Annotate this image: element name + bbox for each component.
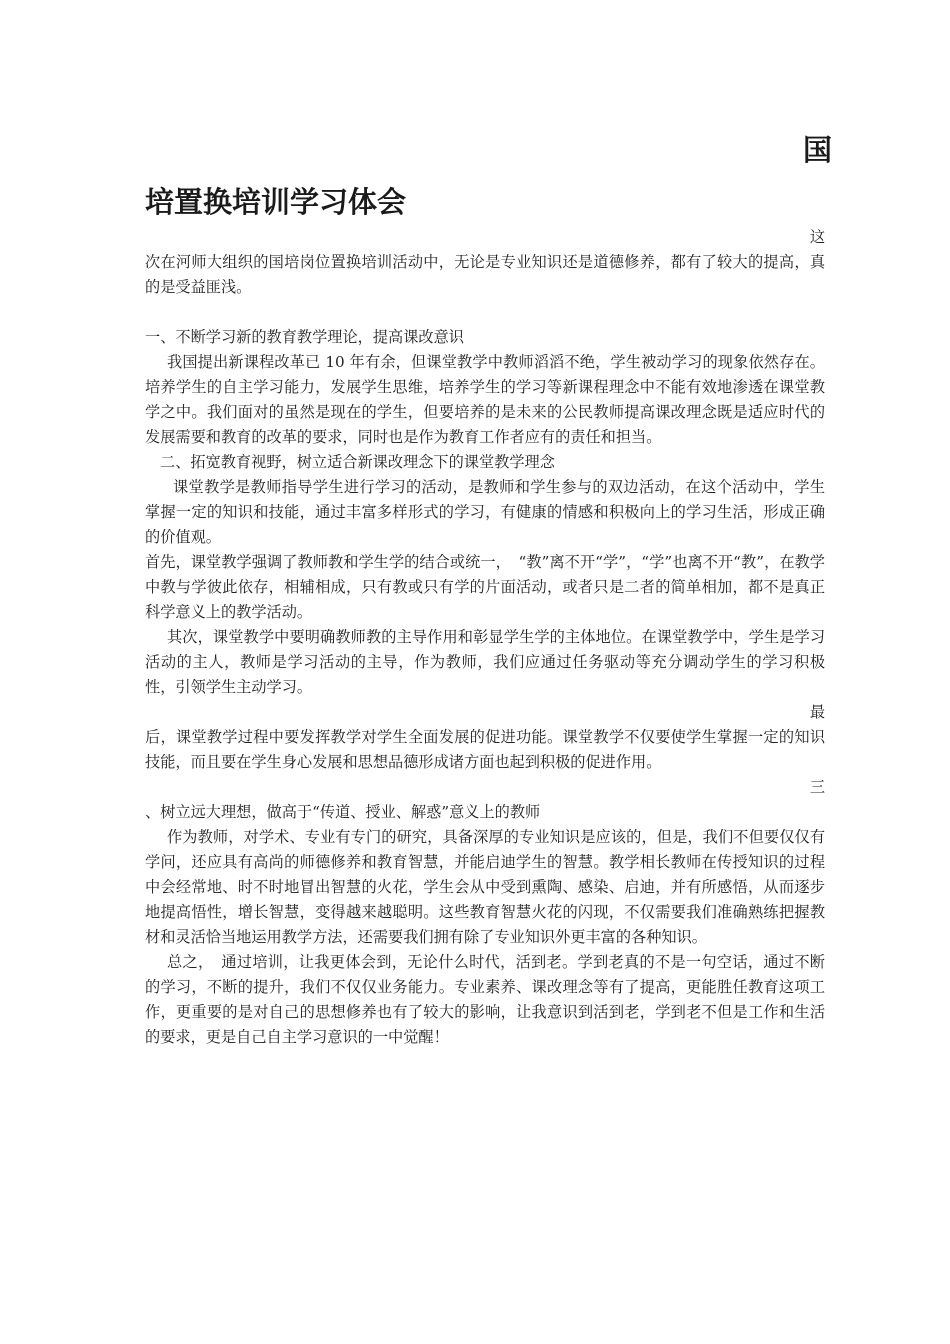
section-3-paragraph-1: 作为教师，对学术、专业有专门的研究，具备深厚的专业知识是应该的，但是，我们不但要仅仅有学问，还应具有高尚的师德修养和教育智慧，并能启迪学生的智慧。教学相长教师在传授知识的过程中会经常地、时不时地冒出智慧的火花，学生会从中受到熏陶、感染、启迪，并有所感悟，从而逐步地提高悟性，增长智慧，变得越来越聪明。这些教育智慧火花的闪现，不仅需要我们准确熟练把握教材和灵活恰当地运用教学方法，还需要我们拥有除了专业知识外更丰富的各种知识。 (145, 828, 825, 946)
title-first-char: 国 (802, 133, 832, 167)
section-2-heading: 二、拓宽教育视野，树立适合新课改理念下的课堂教学理念 (160, 453, 555, 471)
section-1-paragraph-1: 我国提出新课程改革已 10 年有余，但课堂教学中教师滔滔不绝，学生被动学习的现象依然存在。培养学生的自主学习能力，发展学生思维，培养学生的学习等新课程理念中不能有效地渗透在课堂教学之中。我们面对的虽然是现在的学生，但要培养的是未来的公民教师提高课改理念既是适应时代的发展需要和教育的改革的要求，同时也是作为教育工作者应有的责任和担当。 (145, 353, 825, 446)
intro-first-char: 这 (809, 228, 825, 246)
document-body (145, 225, 825, 1050)
section-2-paragraph-1: 课堂教学是教师指导学生进行学习的活动，是教师和学生参与的双边活动，在这个活动中，学生掌握一定的知识和技能，通过丰富多样形式的学习，有健康的情感和积极向上的学习生活，形成正确的价值观。 (145, 478, 825, 546)
section-2-paragraph-4-first-char: 最 (809, 703, 825, 721)
section-1-heading: 一、不断学习新的教育教学理论，提高课改意识 (145, 328, 464, 346)
document-title: 培置换培训学习体会 (145, 185, 407, 219)
section-2-paragraph-2: 首先，课堂教学强调了教师教和学生学的结合或统一， “教”离不开“学”，“学”也离不开“教”，在教学中教与学彼此依存，相辅相成，只有教或只有学的片面活动，或者只是二者的简单相加，都不是真正科学意义上的教学活动。 (145, 553, 825, 621)
section-3-heading: 、树立远大理想，做高于“传道、授业、解惑”意义上的教师 (145, 803, 541, 821)
section-3-heading-first-char: 三 (809, 778, 825, 796)
intro-paragraph: 次在河师大组织的国培岗位置换培训活动中，无论是专业知识还是道德修养，都有了较大的提高，真的是受益匪浅。 (145, 253, 825, 296)
conclusion-paragraph: 总之， 通过培训，让我更体会到，无论什么时代，活到老。学到老真的不是一句空话，通过不断的学习，不断的提升，我们不仅仅业务能力。专业素养、课改理念等有了提高，更能胜任教育这项工作，更重要的是对自己的思想修养也有了较大的影响，让我意识到活到老，学到老不但是工作和生活的要求，更是自己自主学习意识的一中觉醒！ (145, 953, 825, 1046)
section-2-paragraph-4: 后，课堂教学过程中要发挥教学对学生全面发展的促进功能。课堂教学不仅要使学生掌握一定的知识技能，而且要在学生身心发展和思想品德形成诸方面也起到积极的促进作用。 (145, 728, 825, 771)
section-2-paragraph-3: 其次，课堂教学中要明确教师教的主导作用和彰显学生学的主体地位。在课堂教学中，学生是学习活动的主人，教师是学习活动的主导，作为教师，我们应通过任务驱动等充分调动学生的学习积极性，引领学生主动学习。 (145, 628, 825, 696)
blank-line (145, 300, 825, 325)
